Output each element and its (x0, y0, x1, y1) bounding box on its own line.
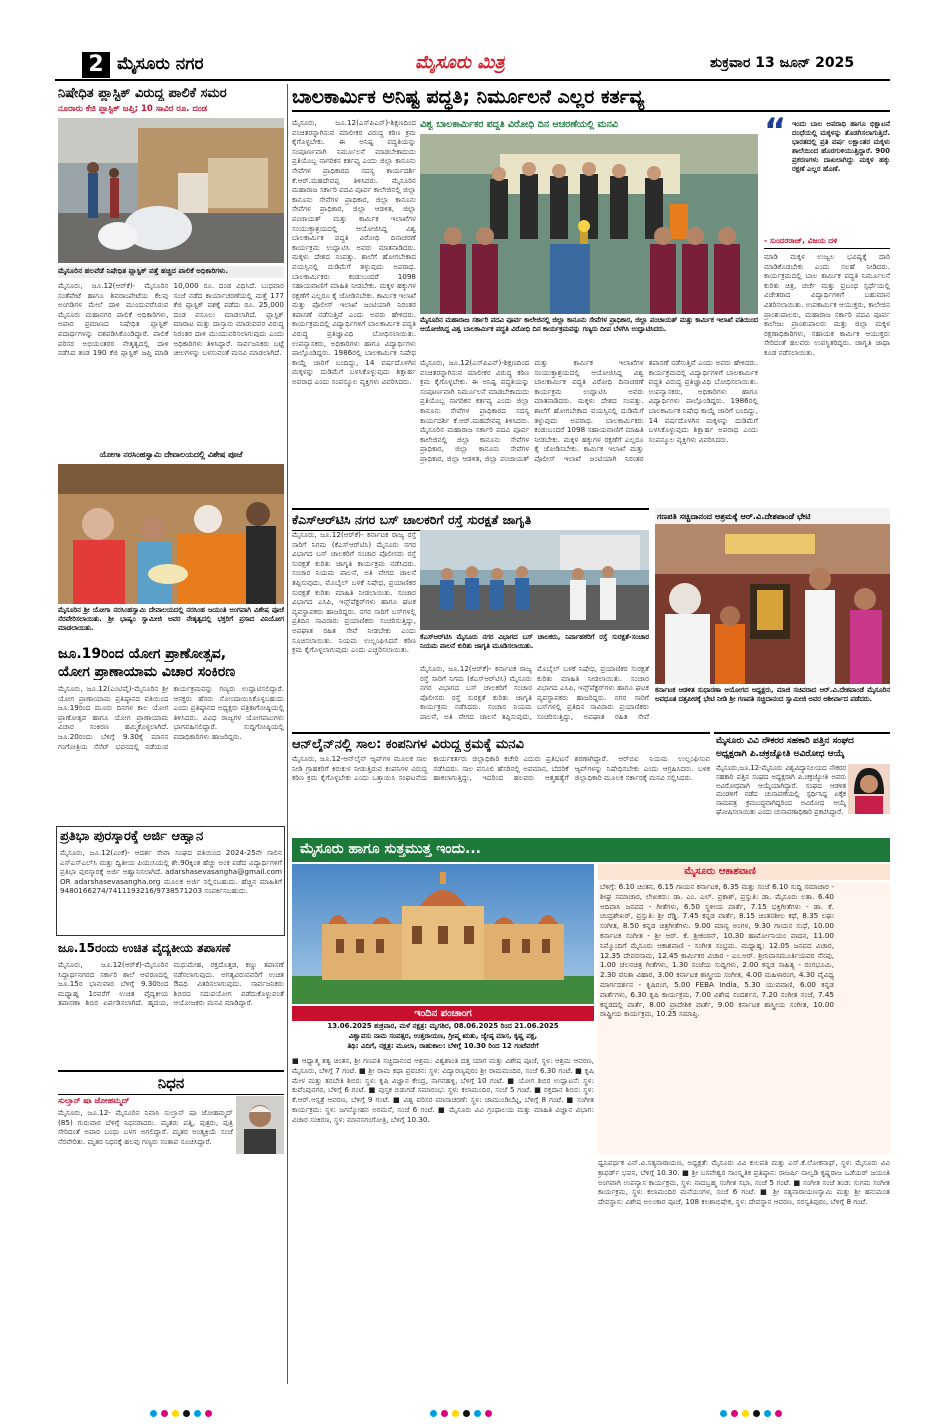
page-header (55, 52, 890, 78)
masthead-logo: ಮೈಸೂರು ಮಿತ್ರ (415, 52, 505, 73)
radio-schedule: ಬೆಳಿಗ್ಗೆ: 6.10 ಚಿಂತನ, 6.15 ಗಾಯನ ಕರ್ನಾಟಕ, 6.35 ಮತ್ತು ಸಂಜೆ 6.10 ಸುದ್ದಿ ಸಮಾಚಾರ - ಶೀಘ್ರ ಸಮಾಚಾರ, ಲೇಖಕರು: ಡಾ. ಎಂ. ಎಲ್. ಪ್ರಕಾಶ್, ಪ್ರಸ್ತುತಿ: ಡಾ. ಮೈಸೂರು ಲತಾ. 6.40 ಆದಿವಾಸಿ ಜನಪದ - ಗೀತೆಗಳು, 6.50 ಸ್ಥಳೀಯ ವಾರ್ತೆ, 7.15 ಭಕ್ತಿಗೀತೆಗಳು - ಡಾ. ಕೆ. ಚಂದ್ರಶೇಖರ್, ಪ್ರಸ್ತುತಿ: ಶ್ರೀ ರೆಡ್ಡಿ. 7.45 ಕನ್ನಡ ವಾರ್ತೆ, 8.15 ಚಿಂತನಶೀಲ ಕಥೆ, 8.35 ಲಘು ಸಂಗೀತ, 8.50 ಕನ್ನಡ ಚಿತ್ರಗೀತೆಗಳು. 9.00 ಮಾನ್ಯ ಅಂಗಳ, 9.30 ಗಾಯನ ಸುಧೆ, 10.00 ಕರ್ನಾಟಕ ಸಂಗೀತ - ಶ್ರೀ ಆರ್. ಕೆ. ಶ್ರೀಕಂಠನ್, 10.30 ಹಾರ್ಮೋನಿಯಂ ವಾದನ, 11.00 ನಿಮ್ಮೊಂದಿಗೆ ಮೈಸೂರು ಆಕಾಶವಾಣಿ - ಸಂಗೀತ ಸಂಭ್ರಮ. ಮಧ್ಯಾಹ್ನ: 12.05 ಜನಪದ ವಿಚಾರ, 12.35 ದೇವರನಾಮ, 12.45 ಕಾರ್ಮಿಕರ ವಿಚಾರ - ಎಂ.ಆರ್. ಶ್ರೀನಿವಾಸಮೂರ್ತಿಯವರ ನೆನಪು, 1.00 ಚಲನಚಿತ್ರ ಗೀತೆಗಳು, 1.30 ಸಂಜೆಯ ಸುದ್ದಿಗಳು, 2.00 ಕನ್ನಡ ಸಾಹಿತ್ಯ - ರಂಗಭೂಮಿ, 2.30 ವನಿತಾ ವಿಹಾರ, 3.00 ಕರ್ನಾಟಕ ಶಾಸ್ತ್ರೀಯ ಸಂಗೀತ, 4.00 ಮಹಿಳಾರಂಗ, 4.30 ವೈವಿಧ್ಯ ಮಾರ್ಗದರ್ಶನ - ಕೃಷಿರಂಗ, 5.00 FEBA India, 5.30 ಯುವವಾಣಿ, 6.00 ಕನ್ನಡ ವಾರ್ತೆಗಳು, 6.30 ಕೃಷಿ ಕಾರ್ಯಕ್ರಮ, 7.00 ವಿಶೇಷ ಸಂದರ್ಶನ, 7.20 ಸಂಗೀತ ಸಂಜೆ, 7.45 ಕನ್ನಡದಲ್ಲಿ ವಾರ್ತೆ, 8.00 ಪ್ರಾದೇಶಿಕ ವಾರ್ತೆ, 9.00 ಕರ್ನಾಟಕ ಶಾಸ್ತ್ರೀಯ ಸಂಗೀತ, 10.00 ರಾಷ್ಟ್ರೀಯ ಕಾರ್ಯಕ್ರಮ, 10.25 ಸಮಾಪ್ತಿ. (598, 882, 890, 1154)
events-left: ■ ಆಧ್ಯಾತ್ಮ ತತ್ವ ಚಿಂತನ, ಶ್ರೀ ಗಣಪತಿ ಸಚ್ಚಿದಾನಂದ ಆಶ್ರಮ: ವಿಶ್ವಶಾಂತಿ ದತ್ತ ಯಾಗ ಮತ್ತು ವಿಶೇಷ ಪೂಜೆ, ಸ್ಥಳ: ಆಶ್ರಮ ಆವರಣ, ಮೈಸೂರು, ಬೆಳಿಗ್ಗೆ 7 ಗಂಟೆ. ■ ಶ್ರೀ ರಾಮ ಕಥಾ ಪ್ರವಚನ: ಸ್ಥಳ: ವಿದ್ಯಾರಣ್ಯಪುರಂ ಶ್ರೀ ರಾಮಮಂದಿರ, ಸಂಜೆ 6.30 ಗಂಟೆ. ■ ಕೃಷಿ ಮೇಳ ಮತ್ತು ತರಬೇತಿ ಶಿಬಿರ: ಸ್ಥಳ: ಕೃಷಿ ವಿಜ್ಞಾನ ಕೇಂದ್ರ, ನಾಗನಹಳ್ಳಿ, ಬೆಳಿಗ್ಗೆ 10 ಗಂಟೆ. ■ ಯೋಗ ಶಿಬಿರ ಉದ್ಘಾಟನೆ: ಸ್ಥಳ: ಕುವೆಂಪುನಗರ, ಬೆಳಿಗ್ಗೆ 6 ಗಂಟೆ. ■ ಪುಸ್ತಕ ಬಿಡುಗಡೆ ಸಮಾರಂಭ: ಸ್ಥಳ: ಕಲಾಮಂದಿರ, ಸಂಜೆ 5 ಗಂಟೆ. ■ ರಕ್ತದಾನ ಶಿಬಿರ: ಸ್ಥಳ: ಕೆ.ಆರ್.ಆಸ್ಪತ್ರೆ ಆವರಣ, ಬೆಳಿಗ್ಗೆ 9 ಗಂಟೆ. ■ ವಿಶ್ವ ಪರಿಸರ ಮಾಸಾಚರಣೆ: ಸ್ಥಳ: ಚಾಮುಂಡಿಬೆಟ್ಟ, ಬೆಳಿಗ್ಗೆ 8 ಗಂಟೆ. ■ ಸಂಗೀತ ಕಾರ್ಯಕ್ರಮ: ಸ್ಥಳ: ಜಗನ್ಮೋಹನ ಅರಮನೆ, ಸಂಜೆ 6 ಗಂಟೆ. ■ ಮೈಸೂರು ವಿವಿ ಗ್ರಂಥಾಲಯ ಮತ್ತು ಮಾಹಿತಿ ವಿಜ್ಞಾನ ವಿಭಾಗ: ವಿಚಾರ ಸಂಕಿರಣ, ಸ್ಥಳ: ಮಾನಸಗಂಗೋತ್ರಿ, ಬೆಳಿಗ್ಗೆ 10.30. (292, 1056, 594, 1124)
univ-headline-1: ಮೈಸೂರು ವಿವಿ ನೌಕರರ ಸಹಕಾರಿ ಪತ್ತಿನ ಸಂಘದ (716, 736, 854, 746)
ganapathi-photo (655, 524, 890, 684)
page-label: ಪುಟ (59, 59, 73, 69)
lead-body: ಮೈಸೂರು, ಜೂ.12(ಎಸ್‌ಪಿಎನ್)-ಶಿಕ್ಷಣದಿಂದ ವಂಚಿತರನ್ನಾಗಿಸುವ ಮಾಲೀಕರ ವಿರುದ್ಧ ಕಠಿಣ ಕ್ರಮ ಕೈಗೊಳ್ಳಬೇಕು. ಈ ಅನಿಷ್ಟ ಪದ್ಧತಿಯನ್ನು ಸಂಪೂರ್ಣವಾಗಿ ನಿರ್ಮೂಲನೆ ಮಾಡಬೇಕಾದುದು ಪ್ರತಿಯೊಬ್ಬ ನಾಗರಿಕನ ಕರ್ತವ್ಯ ಎಂದು ಜಿಲ್ಲಾ ಕಾನೂನು ಸೇವೆಗಳ ಪ್ರಾಧಿಕಾರದ ಸದಸ್ಯ ಕಾರ್ಯದರ್ಶಿ ಕೆ.ಆರ್.ಮಹದೇವಪ್ಪ ತಿಳಿಸಿದರು. ಮೈಸೂರಿನ ಮಹಾರಾಜ ಸರ್ಕಾರಿ ಪದವಿ ಪೂರ್ವ ಕಾಲೇಜಿನಲ್ಲಿ ಜಿಲ್ಲಾ ಕಾನೂನು ಸೇವೆಗಳ ಪ್ರಾಧಿಕಾರ, ಜಿಲ್ಲಾ ಕಾನೂನು ಸೇವೆಗಳ ಪ್ರಾಧಿಕಾರ, ಜಿಲ್ಲಾ ಆಡಳಿತ, ಜಿಲ್ಲಾ ಪಂಚಾಯತ್ ಮತ್ತು ಕಾರ್ಮಿಕ ಇಲಾಖೆಗಳ ಸಂಯುಕ್ತಾಶ್ರಯದಲ್ಲಿ ಆಯೋಜಿಸಿದ್ದ ವಿಶ್ವ ಬಾಲಕಾರ್ಮಿಕ ಪದ್ಧತಿ ವಿರೋಧಿ ದಿನಾಚರಣೆ ಕಾರ್ಯಕ್ರಮ ಉದ್ಘಾಟಿಸಿ ಅವರು ಮಾತನಾಡಿದರು. ಮಕ್ಕಳು ದೇಶದ ಸಂಪತ್ತು. ಶಾಲೆಗೆ ಹೋಗಬೇಕಾದ ವಯಸ್ಸಿನಲ್ಲಿ ದುಡಿಮೆಗೆ ತಳ್ಳುವುದು ಅಪರಾಧ. ಬಾಲಕಾರ್ಮಿಕರು ಕಂಡುಬಂದರೆ 1098 ಸಹಾಯವಾಣಿಗೆ ಮಾಹಿತಿ ನೀಡಬೇಕು. ಮಕ್ಕಳ ಹಕ್ಕುಗಳ ರಕ್ಷಣೆಗೆ ಎಲ್ಲರೂ ಕೈ ಜೋಡಿಸಬೇಕು. ಕಾರ್ಮಿಕ ಇಲಾಖೆ ಮತ್ತು ಪೊಲೀಸ್ ಇಲಾಖೆ ಜಂಟಿಯಾಗಿ ನಿರಂತರ ತಪಾಸಣೆ ನಡೆಸುತ್ತಿವೆ ಎಂದು ಅವರು ಹೇಳಿದರು. ಕಾರ್ಯಕ್ರಮದಲ್ಲಿ ವಿದ್ಯಾರ್ಥಿಗಳಿಗೆ ಬಾಲಕಾರ್ಮಿಕ ಪದ್ಧತಿ ವಿರುದ್ಧ ಪ್ರತಿಜ್ಞಾವಿಧಿ ಬೋಧಿಸಲಾಯಿತು. ಉಪನ್ಯಾಸಕರು, ಅಧಿಕಾರಿಗಳು ಹಾಗೂ ವಿದ್ಯಾರ್ಥಿಗಳು ಪಾಲ್ಗೊಂಡಿದ್ದರು. 1986ರಲ್ಲಿ ಬಾಲಕಾರ್ಮಿಕ ನಿಷೇಧ ಕಾಯ್ದೆ ಜಾರಿಗೆ ಬಂದಿದ್ದು, 14 ವರ್ಷದೊಳಗಿನ ಮಕ್ಕಳನ್ನು ದುಡಿಮೆಗೆ ಬಳಸಿಕೊಳ್ಳುವುದು ಶಿಕ್ಷಾರ್ಹ ಅಪರಾಧ ಎಂದು ಸಂಪನ್ಮೂಲ ವ್ಯಕ್ತಿಗಳು ವಿವರಿಸಿದರು. (292, 118, 416, 387)
plastic-subhead: ನೂರಾರು ಕೆಜಿ ಪ್ಲಾಸ್ಟಿಕ್ ಜಪ್ತಿ; 10 ಸಾವಿರ ರೂ. ದಂಡ (58, 104, 208, 114)
registration-dots-center (430, 1410, 492, 1420)
lead-right-body: ಮಾಡಿ ಮಕ್ಕಳ ಉಜ್ವಲ ಭವಿಷ್ಯಕ್ಕೆ ದಾರಿ ಮಾಡಿಕೊಡಬೇಕು ಎಂದು ಸಲಹೆ ನೀಡಿದರು. ಕಾರ್ಯಕ್ರಮದಲ್ಲಿ ಬಾಲ ಕಾರ್ಮಿಕ ಪದ್ಧತಿ ನಿರ್ಮೂಲನೆ ಕುರಿತು ಚಿತ್ರ, ಚರ್ಚೆ ಮತ್ತು ಪ್ರಬಂಧ ಸ್ಪರ್ಧೆಯಲ್ಲಿ ವಿಜೇತರಾದ ವಿದ್ಯಾರ್ಥಿಗಳಿಗೆ ಬಹುಮಾನ ವಿತರಿಸಲಾಯಿತು. ಉಪಕಾರ್ಮಿಕ ಆಯುಕ್ತರು, ಕಾಲೇಜಿನ ಪ್ರಾಂಶುಪಾಲರು, ಮಹಾರಾಜ ಸರ್ಕಾರಿ ಪದವಿ ಪೂರ್ವ ಕಾಲೇಜು ಪ್ರಾಂಶುಪಾಲರು ಮತ್ತು ಜಿಲ್ಲಾ ಮಕ್ಕಳ ರಕ್ಷಣಾಧಿಕಾರಿಗಳು, ಸಹಾಯಕ ಕಾರ್ಮಿಕ ಆಯುಕ್ತರು ಸೇರಿದಂತೆ ಹಲವರು ಉಪಸ್ಥಿತರಿದ್ದರು. ಜಾಗೃತಿ ಜಾಥಾ ಕೂಡ ನಡೆಸಲಾಯಿತು. (764, 252, 890, 357)
events-right: ಧ್ವನಿವರ್ಧಕ ಎನ್.ವಿ.ಸತ್ಯನಾರಾಯಣ, ಅಧ್ಯಕ್ಷತೆ: ಮೈಸೂರು ವಿವಿ ಕುಲಪತಿ ಮತ್ತು ಎಸ್.ಕೆ.ಲೋಕನಾಥ್, ಸ್ಥಳ: ಮೈಸೂರು ವಿವಿ ಕ್ರಾಫರ್ಡ್ ಭವನ, ಬೆಳಿಗ್ಗೆ 10.30. ■ ಶ್ರೀ ಬಸವೇಶ್ವರ ಸಾಂಸ್ಕೃತಿಕ ಪ್ರತಿಷ್ಠಾನ: ರಾಜರ್ಷಿ ನಾಲ್ವಡಿ ಕೃಷ್ಣರಾಜ ಒಡೆಯರ್ ಜಯಂತಿ ಅಂಗವಾಗಿ ಉಪನ್ಯಾಸ ಕಾರ್ಯಕ್ರಮ, ಸ್ಥಳ: ನಾದಬ್ರಹ್ಮ ಸಂಗೀತ ಸಭಾ, ಸಂಜೆ 5 ಗಂಟೆ. ■ ಸಂಗೀತ ಸಂಜೆ ತಂಡ: ಸುಗಮ ಸಂಗೀತ ಕಾರ್ಯಕ್ರಮ, ಸ್ಥಳ: ಕಲಾಮಂದಿರ ಮನೆಯಂಗಳ, ಸಂಜೆ 6 ಗಂಟೆ. ■ ಶ್ರೀ ಸತ್ಯನಾರಾಯಣಸ್ವಾಮಿ ಮತ್ತು ಶ್ರೀ ಹನುಮಂತ ದೇವಸ್ಥಾನ: ವಿಶೇಷ ಅಲಂಕಾರ ಪೂಜೆ, 108 ಕಲಶಾಭಿಷೇಕ, ಸ್ಥಳ: ದೇವಸ್ಥಾನ ಆವರಣ, ಸರಸ್ವತಿಪುರಂ, ಬೆಳಿಗ್ಗೆ 8 ಗಂಟೆ. (598, 1158, 890, 1207)
award-headline: ಪ್ರತಿಭಾ ಪುರಸ್ಕಾರಕ್ಕೆ ಅರ್ಜಿ ಆಹ್ವಾನ (60, 829, 204, 844)
radio-title: ಮೈಸೂರು ಆಕಾಶವಾಣಿ (684, 866, 756, 877)
ganapathi-headline: ಗಣಪತಿ ಸಚ್ಚಿದಾನಂದ ಆಶ್ರಮಕ್ಕೆ ಆರ್.ವಿ.ದೇಶಪಾಂಡೆ ಭೇಟಿ (655, 508, 890, 525)
panchanga-line-3: ತಿಥಿ: ವಿದಿಗೆ, ನಕ್ಷತ್ರ: ಮೂಲಾ, ರಾಹುಕಾಲ: ಬೆಳಿಗ್ಗೆ 10.30 ರಿಂದ 12 ಗಂಟೆವರೆಗೆ (347, 1042, 539, 1050)
yoga-headline-2: ಯೋಗ ಪ್ರಾಣಾಯಾಮ ವಿಚಾರ ಸಂಕಿರಣ (58, 664, 236, 680)
yoga-headline-1: ಜೂ.19ರಿಂದ ಯೋಗ ಪ್ರಾಣೋತ್ಸವ, (58, 646, 227, 662)
univ-body: ಮೈಸೂರು,ಜೂ.12-ಮೈಸೂರು ವಿಶ್ವವಿದ್ಯಾನಿಲಯದ ನೌಕರರ ಸಹಕಾರಿ ಪತ್ತಿನ ಸಂಘದ ಅಧ್ಯಕ್ಷರಾಗಿ ಪಿ.ಚಕ್ರಜ್ಯೋತಿ ಅವರು ಅವಿರೋಧವಾಗಿ ಆಯ್ಕೆಯಾಗಿದ್ದಾರೆ. ಸಂಘದ ಆಡಳಿತ ಮಂಡಳಿಗೆ ನಡೆದ ಚುನಾವಣೆಯಲ್ಲಿ ಸ್ಪರ್ಧಿಸಿದ್ದ ಏಕೈಕ ನಾಮಪತ್ರ ಕ್ರಮಬದ್ಧವಾಗಿದ್ದರಿಂದ ಅವಿರೋಧ ಆಯ್ಕೆ ಘೋಷಿಸಲಾಯಿತು ಎಂದು ಚುನಾವಣಾಧಿಕಾರಿ ಪ್ರಕಟಿಸಿದ್ದಾರೆ. (716, 764, 846, 816)
loan-body: ಮೈಸೂರು, ಜೂ.12-ಆನ್‌ಲೈನ್ ಆ್ಯಪ್‌ಗಳ ಮೂಲಕ ಸಾಲ ನೀಡಿ ಗ್ರಾಹಕರಿಗೆ ಕಿರುಕುಳ ನೀಡುತ್ತಿರುವ ಕಂಪನಿಗಳ ವಿರುದ್ಧ ಕಠಿಣ ಕ್ರಮ ಕೈಗೊಳ್ಳಬೇಕು ಎಂದು ಒತ್ತಾಯಿಸಿ ಸಂಘಟನೆಯ ಕಾರ್ಯಕರ್ತರು ಜಿಲ್ಲಾಧಿಕಾರಿ ಕಚೇರಿ ಎದುರು ಪ್ರತಿಭಟನೆ ನಡೆಸಿದರು. ಸಾಲ ವಸೂಲಿ ಹೆಸರಿನಲ್ಲಿ ಅವಮಾನ, ಬೆದರಿಕೆ ಹಾಕಲಾಗುತ್ತಿದ್ದು, ಇದರಿಂದ ಹಲವರು ಆತ್ಮಹತ್ಯೆಗೆ ಶರಣಾಗಿದ್ದಾರೆ. ಆರ್‌ಬಿಐ ನಿಯಮ ಉಲ್ಲಂಘಿಸುವ ಆ್ಯಪ್‌ಗಳನ್ನು ನಿಷೇಧಿಸಬೇಕು ಎಂದು ಆಗ್ರಹಿಸಿದರು. ಬಳಿಕ ಜಿಲ್ಲಾಧಿಕಾರಿ ಮೂಲಕ ಸರ್ಕಾರಕ್ಕೆ ಮನವಿ ಸಲ್ಲಿಸಿದರು. (292, 754, 710, 783)
lead-body-cont (420, 358, 758, 504)
loan-headline: ಆನ್‌ಲೈನ್‌ನಲ್ಲಿ ಸಾಲ: ಕಂಪನಿಗಳ ವಿರುದ್ಧ ಕ್ರಮಕ್ಕೆ ಮನವಿ (292, 732, 710, 752)
plastic-headline: ನಿಷೇಧಿತ ಪ್ಲಾಸ್ಟಿಕ್ ವಿರುದ್ಧ ಪಾಲಿಕೆ ಸಮರ (58, 86, 227, 101)
lead-photo-caption: ಮೈಸೂರಿನ ಮಹಾರಾಜ ಸರ್ಕಾರಿ ಪದವಿ ಪೂರ್ವ ಕಾಲೇಜಿನಲ್ಲಿ ಜಿಲ್ಲಾ ಕಾನೂನು ಸೇವೆಗಳ ಪ್ರಾಧಿಕಾರ, ಜಿಲ್ಲಾ ಪಂಚಾಯತ್ ಮತ್ತು ಕಾರ್ಮಿಕ ಇಲಾಖೆ ವತಿಯಿಂದ ಆಯೋಜಿಸಿದ್ದ ವಿಶ್ವ ಬಾಲಕಾರ್ಮಿಕ ಪದ್ಧತಿ ವಿರೋಧಿ ದಿನ ಕಾರ್ಯಕ್ರಮವನ್ನು ಗಣ್ಯರು ದೀಪ ಬೆಳಗಿಸಿ ಉದ್ಘಾಟಿಸಿದರು. (420, 316, 758, 333)
registration-dots-left (150, 1410, 212, 1420)
today-band-title: ಮೈಸೂರು ಹಾಗೂ ಸುತ್ತಮುತ್ತ ಇಂದು... (300, 841, 481, 857)
page-number: 2 (82, 52, 110, 78)
header-rule (55, 79, 890, 81)
yoga-photo-title: ಯೋಗಾ ನರಸಿಂಹಸ್ವಾಮಿ ದೇವಾಲಯದಲ್ಲಿ ವಿಶೇಷ ಪೂಜೆ (99, 450, 243, 459)
plastic-body: ಮೈಸೂರು, ಜೂ.12(ಆರ್‌ಕೆ)- ಮೈಸೂರಿನ ಸಂತೆಪೇಟೆ ಹಾಗೂ ಶಿವರಾಂಪೇಟೆಯ ಕೆಲವು ಅಂಗಡಿಗಳ ಮೇಲೆ ದಾಳಿ ಮುಂದುವರೆಸಿರುವ ಮೈಸೂರು ಮಹಾನಗರ ಪಾಲಿಕೆ ಅಧಿಕಾರಿಗಳು, ಅಪಾರ ಪ್ರಮಾಣದ ನಿಷೇಧಿತ ಪ್ಲಾಸ್ಟಿಕ್ ಪದಾರ್ಥಗಳನ್ನು ವಶಪಡಿಸಿಕೊಂಡಿದ್ದಾರೆ. ಪಾಲಿಕೆ ಪರಿಸರ ಅಭಿಯಂತರರ ನೇತೃತ್ವದಲ್ಲಿ ದಾಳಿ ನಡೆಸಿದ ತಂಡ 190 ಕೆಜಿ ಪ್ಲಾಸ್ಟಿಕ್ ಜಪ್ತಿ ಮಾಡಿ 10,000 ರೂ. ದಂಡ ವಿಧಿಸಿದೆ. ಬುಧವಾರ ಸಂಜೆ ನಡೆದ ಕಾರ್ಯಾಚರಣೆಯಲ್ಲಿ ಮತ್ತೆ 177 ಕೆಜಿ ಪ್ಲಾಸ್ಟಿಕ್ ವಶಕ್ಕೆ ಪಡೆದು ರೂ. 25,000 ದಂಡ ವಸೂಲು ಮಾಡಲಾಗಿದೆ. ಪ್ಲಾಸ್ಟಿಕ್ ಮಾರಾಟ ಮತ್ತು ದಾಸ್ತಾನು ಮಾಡುವವರ ವಿರುದ್ಧ ನಿರಂತರ ದಾಳಿ ಮುಂದುವರಿಸಲಾಗುವುದು ಎಂದು ಅಧಿಕಾರಿಗಳು ತಿಳಿಸಿದ್ದಾರೆ. ಸಾರ್ವಜನಿಕರು ಬಟ್ಟೆ ಚೀಲಗಳನ್ನು ಬಳಸುವಂತೆ ಮನವಿ ಮಾಡಲಾಗಿದೆ. (58, 281, 284, 358)
camp-headline: ಜೂ.15ರಂದು ಉಚಿತ ವೈದ್ಯಕೀಯ ತಪಾಸಣೆ (58, 941, 231, 955)
lead-headline: ಬಾಲಕಾರ್ಮಿಕ ಅನಿಷ್ಟ ಪದ್ಧತಿ; ನಿರ್ಮೂಲನೆ ಎಲ್ಲರ ಕರ್ತವ್ಯ (292, 86, 890, 112)
univ-headline-2: ಅಧ್ಯಕ್ಷರಾಗಿ ಪಿ.ಚಕ್ರಜ್ಯೋತಿ ಅವಿರೋಧ ಆಯ್ಕೆ (716, 749, 845, 759)
lead-body-cont-text: ಮೈಸೂರು, ಜೂ.12(ಎಸ್‌ಪಿಎನ್)-ಶಿಕ್ಷಣದಿಂದ ವಂಚಿತರನ್ನಾಗಿಸುವ ಮಾಲೀಕರ ವಿರುದ್ಧ ಕಠಿಣ ಕ್ರಮ ಕೈಗೊಳ್ಳಬೇಕು. ಈ ಅನಿಷ್ಟ ಪದ್ಧತಿಯನ್ನು ಸಂಪೂರ್ಣವಾಗಿ ನಿರ್ಮೂಲನೆ ಮಾಡಬೇಕಾದುದು ಪ್ರತಿಯೊಬ್ಬ ನಾಗರಿಕನ ಕರ್ತವ್ಯ ಎಂದು ಜಿಲ್ಲಾ ಕಾನೂನು ಸೇವೆಗಳ ಪ್ರಾಧಿಕಾರದ ಸದಸ್ಯ ಕಾರ್ಯದರ್ಶಿ ಕೆ.ಆರ್.ಮಹದೇವಪ್ಪ ತಿಳಿಸಿದರು. ಮೈಸೂರಿನ ಮಹಾರಾಜ ಸರ್ಕಾರಿ ಪದವಿ ಪೂರ್ವ ಕಾಲೇಜಿನಲ್ಲಿ ಜಿಲ್ಲಾ ಕಾನೂನು ಸೇವೆಗಳ ಪ್ರಾಧಿಕಾರ, ಜಿಲ್ಲಾ ಕಾನೂನು ಸೇವೆಗಳ ಪ್ರಾಧಿಕಾರ, ಜಿಲ್ಲಾ ಆಡಳಿತ, ಜಿಲ್ಲಾ ಪಂಚಾಯತ್ ಮತ್ತು ಕಾರ್ಮಿಕ ಇಲಾಖೆಗಳ ಸಂಯುಕ್ತಾಶ್ರಯದಲ್ಲಿ ಆಯೋಜಿಸಿದ್ದ ವಿಶ್ವ ಬಾಲಕಾರ್ಮಿಕ ಪದ್ಧತಿ ವಿರೋಧಿ ದಿನಾಚರಣೆ ಕಾರ್ಯಕ್ರಮ ಉದ್ಘಾಟಿಸಿ ಅವರು ಮಾತನಾಡಿದರು. ಮಕ್ಕಳು ದೇಶದ ಸಂಪತ್ತು. ಶಾಲೆಗೆ ಹೋಗಬೇಕಾದ ವಯಸ್ಸಿನಲ್ಲಿ ದುಡಿಮೆಗೆ ತಳ್ಳುವುದು ಅಪರಾಧ. ಬಾಲಕಾರ್ಮಿಕರು ಕಂಡುಬಂದರೆ 1098 ಸಹಾಯವಾಣಿಗೆ ಮಾಹಿತಿ ನೀಡಬೇಕು. ಮಕ್ಕಳ ಹಕ್ಕುಗಳ ರಕ್ಷಣೆಗೆ ಎಲ್ಲರೂ ಕೈ ಜೋಡಿಸಬೇಕು. ಕಾರ್ಮಿಕ ಇಲಾಖೆ ಮತ್ತು ಪೊಲೀಸ್ ಇಲಾಖೆ ಜಂಟಿಯಾಗಿ ನಿರಂತರ ತಪಾಸಣೆ ನಡೆಸುತ್ತಿವೆ ಎಂದು ಅವರು ಹೇಳಿದರು. ಕಾರ್ಯಕ್ರಮದಲ್ಲಿ ವಿದ್ಯಾರ್ಥಿಗಳಿಗೆ ಬಾಲಕಾರ್ಮಿಕ ಪದ್ಧತಿ ವಿರುದ್ಧ ಪ್ರತಿಜ್ಞಾವಿಧಿ ಬೋಧಿಸಲಾಯಿತು. ಉಪನ್ಯಾಸಕರು, ಅಧಿಕಾರಿಗಳು ಹಾಗೂ ವಿದ್ಯಾರ್ಥಿಗಳು ಪಾಲ್ಗೊಂಡಿದ್ದರು. 1986ರಲ್ಲಿ ಬಾಲಕಾರ್ಮಿಕ ನಿಷೇಧ ಕಾಯ್ದೆ ಜಾರಿಗೆ ಬಂದಿದ್ದು, 14 ವರ್ಷದೊಳಗಿನ ಮಕ್ಕಳನ್ನು ದುಡಿಮೆಗೆ ಬಳಸಿಕೊಳ್ಳುವುದು ಶಿಕ್ಷಾರ್ಹ ಅಪರಾಧ ಎಂದು ಸಂಪನ್ಮೂಲ ವ್ಯಕ್ತಿಗಳು ವಿವರಿಸಿದರು. (420, 358, 758, 463)
award-body: ಮೈಸೂರು, ಜೂ.12(ಎಂಕೆ)- ಆದರ್ಶ ಸೇವಾ ಸಂಘದ ವತಿಯಿಂದ 2024-25ನೇ ಸಾಲಿನ ಎಸ್‌ಎಸ್‌ಎಲ್‌ಸಿ ಮತ್ತು ದ್ವಿತೀಯ ಪಿಯುಸಿಯಲ್ಲಿ ಶೇ.90ಕ್ಕಿಂತ ಹೆಚ್ಚು ಅಂಕ ಪಡೆದ ವಿದ್ಯಾರ್ಥಿಗಳಿಗೆ ಪ್ರತಿಭಾ ಪುರಸ್ಕಾರಕ್ಕೆ ಅರ್ಜಿ ಆಹ್ವಾನಿಸಲಾಗಿದೆ. adarshasevasangha@gmail.com OR adarshasevasangha.org ಮೂಲಕ ಅರ್ಜಿ ಸಲ್ಲಿಸಬಹುದು. ಹೆಚ್ಚಿನ ಮಾಹಿತಿಗೆ 9480166274/7411193216/9738571203 ಸಂಪರ್ಕಿಸಬಹುದು. (60, 848, 282, 896)
obituary-heading: ನಿಧನ (58, 1070, 284, 1095)
ksrtc-caption: ಕೆಎಸ್‌ಆರ್‌ಟಿಸಿ ಮೈಸೂರು ನಗರ ವಿಭಾಗದ ಬಸ್ ಚಾಲಕರು, ನಿರ್ವಾಹಕರಿಗೆ ರಸ್ತೆ ಸುರಕ್ಷತೆ-ಸಂಚಾರ ನಿಯಮ ಪಾಲನೆ ಕುರಿತು ಜಾಗೃತಿ ಮೂಡಿಸಲಾಯಿತು. (420, 633, 649, 650)
yoga-body: ಮೈಸೂರು, ಜೂ.12(ಎಂಟಿವೈ)-ಮೈಸೂರಿನ ಶ್ರೀ ಯೋಗ ಪ್ರಾಣಾಯಾಮ ಪ್ರತಿಷ್ಠಾನದ ವತಿಯಿಂದ ಜೂ.19ರಿಂದ ಮೂರು ದಿನಗಳ ಕಾಲ ಯೋಗ ಪ್ರಾಣೋತ್ಸವ ಹಾಗೂ ಯೋಗ ಪ್ರಾಣಾಯಾಮ ವಿಚಾರ ಸಂಕಿರಣ ಹಮ್ಮಿಕೊಳ್ಳಲಾಗಿದೆ. ಜೂ.20ರಂದು ಬೆಳಿಗ್ಗೆ 9.30ಕ್ಕೆ ಮಾನಸ ಗಂಗೋತ್ರಿಯ ಸೆನೆಟ್ ಭವನದಲ್ಲಿ ನಡೆಯುವ ಕಾರ್ಯಕ್ರಮವನ್ನು ಗಣ್ಯರು ಉದ್ಘಾಟಿಸಲಿದ್ದಾರೆ. ಆಸಕ್ತರು ಹೆಸರು ನೋಂದಾಯಿಸಿಕೊಳ್ಳಬಹುದು ಎಂದು ಪ್ರತಿಷ್ಠಾನದ ಅಧ್ಯಕ್ಷರು ಪತ್ರಿಕಾಗೋಷ್ಠಿಯಲ್ಲಿ ತಿಳಿಸಿದರು. ವಿವಿಧ ರಾಜ್ಯಗಳ ಯೋಗಪಟುಗಳು ಭಾಗವಹಿಸಲಿದ್ದಾರೆ. ಸುದ್ದಿಗೋಷ್ಠಿಯಲ್ಲಿ ಪದಾಧಿಕಾರಿಗಳು ಹಾಜರಿದ್ದರು. (58, 684, 284, 751)
lead-subhead: ವಿಶ್ವ ಬಾಲಕಾರ್ಮಿಕರ ಪದ್ಧತಿ ವಿರೋಧಿ ದಿನ ಆಚರಣೆಯಲ್ಲಿ ಮನವಿ (420, 119, 618, 130)
mysore-palace-photo (292, 864, 594, 1004)
page-date: ಶುಕ್ರವಾರ 13 ಜೂನ್ 2025 (710, 55, 855, 71)
ksrtc-headline: ಕೆಎಸ್‌ಆರ್‌ಟಿಸಿ ನಗರ ಬಸ್ ಚಾಲಕರಿಗೆ ರಸ್ತೆ ಸುರಕ್ಷತೆ ಜಾಗೃತಿ (292, 508, 649, 531)
ksrtc-body-cont (420, 664, 649, 728)
obituary-body: ಮೈಸೂರು, ಜೂ.12- ಮೈಸೂರಿನ ನಿವಾಸಿ ಸುಲ್ತಾನ್ ಷಾ ಜೋಹಮ್ಮದ್ (85) ಗುರುವಾರ ಬೆಳಿಗ್ಗೆ ನಿಧನರಾದರು. ಮೃತರು ಪತ್ನಿ, ಪುತ್ರರು, ಪುತ್ರಿ ಸೇರಿದಂತೆ ಅಪಾರ ಬಂಧು ಬಳಗ ಅಗಲಿದ್ದಾರೆ. ಮೃತರ ಅಂತ್ಯಕ್ರಿಯೆ ಸಂಜೆ ನೆರವೇರಿತು. ಮೃತರ ನಿಧನಕ್ಕೆ ಹಲವು ಗಣ್ಯರು ಸಂತಾಪ ಸೂಚಿಸಿದ್ದಾರೆ. (58, 1108, 233, 1146)
plastic-photo (58, 118, 284, 263)
obituary-photo (236, 1096, 284, 1154)
camp-body: ಮೈಸೂರು, ಜೂ.12(ಆರ್‌ಕೆ)-ಮೈಸೂರಿನ ಸಿದ್ದಾರ್ಥನಗರದ ಸರ್ಕಾರಿ ಶಾಲೆ ಆವರಣದಲ್ಲಿ ಜೂ.15ರ ಭಾನುವಾರ ಬೆಳಿಗ್ಗೆ 9.30ರಿಂದ ಮಧ್ಯಾಹ್ನ 1ರವರೆಗೆ ಉಚಿತ ವೈದ್ಯಕೀಯ ತಪಾಸಣಾ ಶಿಬಿರ ಏರ್ಪಡಿಸಲಾಗಿದೆ. ಹೃದಯ, ಮಧುಮೇಹ, ರಕ್ತದೊತ್ತಡ, ಕಣ್ಣು ತಪಾಸಣೆ ನಡೆಸಲಾಗುವುದು. ಅಗತ್ಯವಿರುವವರಿಗೆ ಉಚಿತ ಔಷಧಿ ವಿತರಿಸಲಾಗುವುದು. ಸಾರ್ವಜನಿಕರು ಶಿಬಿರದ ಸದುಪಯೋಗ ಪಡೆದುಕೊಳ್ಳುವಂತೆ ಆಯೋಜಕರು ಮನವಿ ಮಾಡಿದ್ದಾರೆ. (58, 960, 284, 1008)
quote-mark-icon: “ (764, 111, 787, 151)
lead-event-photo (420, 134, 758, 314)
univ-photo (848, 764, 890, 814)
section-title: ಮೈಸೂರು ನಗರ (117, 54, 204, 74)
ganapathi-caption: ಕರ್ನಾಟಕ ಆಡಳಿತ ಸುಧಾರಣಾ ಆಯೋಗದ ಅಧ್ಯಕ್ಷರು, ಮಾಜಿ ಸಚಿವರಾದ ಆರ್.ವಿ.ದೇಶಪಾಂಡೆ ಮೈಸೂರಿನ ಅವಧೂತ ದತ್ತಪೀಠಕ್ಕೆ ಭೇಟಿ ನೀಡಿ ಶ್ರೀ ಗಣಪತಿ ಸಚ್ಚಿದಾನಂದ ಸ್ವಾಮೀಜಿ ಅವರ ಆಶೀರ್ವಾದ ಪಡೆದರು. (655, 686, 890, 703)
plastic-photo-caption: ಮೈಸೂರಿನ ಹಲವೆಡೆ ನಿಷೇಧಿತ ಪ್ಲಾಸ್ಟಿಕ್ ಪತ್ತೆ ಹಚ್ಚಿದ ಪಾಲಿಕೆ ಅಧಿಕಾರಿಗಳು. (58, 266, 284, 278)
ksrtc-body: ಮೈಸೂರು, ಜೂ.12(ಆರ್‌ಕೆ)- ಕರ್ನಾಟಕ ರಾಜ್ಯ ರಸ್ತೆ ಸಾರಿಗೆ ನಿಗಮ (ಕೆಎಸ್‌ಆರ್‌ಟಿಸಿ) ಮೈಸೂರು ನಗರ ವಿಭಾಗದ ಬಸ್ ಚಾಲಕರಿಗೆ ಸಂಚಾರ ಪೊಲೀಸರು ರಸ್ತೆ ಸುರಕ್ಷತೆ ಕುರಿತು ಜಾಗೃತಿ ಕಾರ್ಯಕ್ರಮ ನಡೆಸಿದರು. ಸಂಚಾರ ನಿಯಮ ಪಾಲನೆ, ಅತಿ ವೇಗದ ಚಾಲನೆ ತಪ್ಪಿಸುವುದು, ಮೊಬೈಲ್ ಬಳಕೆ ನಿಷೇಧ, ಪ್ರಯಾಣಿಕರ ಸುರಕ್ಷತೆ ಕುರಿತು ಮಾಹಿತಿ ನೀಡಲಾಯಿತು. ಸಂಚಾರ ವಿಭಾಗದ ಎಸಿಪಿ, ಇನ್ಸ್‌ಪೆಕ್ಟರ್‌ಗಳು ಹಾಗೂ ಘಟಕ ವ್ಯವಸ್ಥಾಪಕರು ಹಾಜರಿದ್ದರು. ನಗರ ಸಾರಿಗೆ ಬಸ್‌ಗಳಲ್ಲಿ ಪ್ರತಿದಿನ ಸಾವಿರಾರು ಪ್ರಯಾಣಿಕರು ಸಂಚರಿಸುತ್ತಿದ್ದು, ಅಪಘಾತ ರಹಿತ ಸೇವೆ ನೀಡಬೇಕು ಎಂದು ಸೂಚಿಸಲಾಯಿತು. ನಿಯಮ ಉಲ್ಲಂಘಿಸಿದರೆ ಕಠಿಣ ಕ್ರಮ ಕೈಗೊಳ್ಳಲಾಗುವುದು ಎಂದು ಎಚ್ಚರಿಸಲಾಯಿತು. (292, 530, 416, 655)
ksrtc-body-cont-text: ಮೈಸೂರು, ಜೂ.12(ಆರ್‌ಕೆ)- ಕರ್ನಾಟಕ ರಾಜ್ಯ ರಸ್ತೆ ಸಾರಿಗೆ ನಿಗಮ (ಕೆಎಸ್‌ಆರ್‌ಟಿಸಿ) ಮೈಸೂರು ನಗರ ವಿಭಾಗದ ಬಸ್ ಚಾಲಕರಿಗೆ ಸಂಚಾರ ಪೊಲೀಸರು ರಸ್ತೆ ಸುರಕ್ಷತೆ ಕುರಿತು ಜಾಗೃತಿ ಕಾರ್ಯಕ್ರಮ ನಡೆಸಿದರು. ಸಂಚಾರ ನಿಯಮ ಪಾಲನೆ, ಅತಿ ವೇಗದ ಚಾಲನೆ ತಪ್ಪಿಸುವುದು, ಮೊಬೈಲ್ ಬಳಕೆ ನಿಷೇಧ, ಪ್ರಯಾಣಿಕರ ಸುರಕ್ಷತೆ ಕುರಿತು ಮಾಹಿತಿ ನೀಡಲಾಯಿತು. ಸಂಚಾರ ವಿಭಾಗದ ಎಸಿಪಿ, ಇನ್ಸ್‌ಪೆಕ್ಟರ್‌ಗಳು ಹಾಗೂ ಘಟಕ ವ್ಯವಸ್ಥಾಪಕರು ಹಾಜರಿದ್ದರು. ನಗರ ಸಾರಿಗೆ ಬಸ್‌ಗಳಲ್ಲಿ ಪ್ರತಿದಿನ ಸಾವಿರಾರು ಪ್ರಯಾಣಿಕರು ಸಂಚರಿಸುತ್ತಿದ್ದು, ಅಪಘಾತ ರಹಿತ ಸೇವೆ (420, 664, 649, 721)
panchanga-line-2: ವಿಶ್ವಾವಸು ನಾಮ ಸಂವತ್ಸರ, ಉತ್ತರಾಯಣ, ಗ್ರೀಷ್ಮ ಋತು, ಜ್ಯೇಷ್ಠ ಮಾಸ, ಕೃಷ್ಣ ಪಕ್ಷ, (348, 1032, 538, 1040)
ksrtc-photo (420, 530, 649, 630)
registration-dots-right (720, 1410, 782, 1420)
col-divider (287, 84, 288, 1384)
panchanga-title: ಇಂದಿನ ಪಂಚಾಂಗ (292, 1006, 594, 1021)
lead-quote-by: - ಸುಂದರರಾಜ್, ವಿಜಯ ದಳಿ (764, 236, 838, 245)
obituary-name: ಸುಲ್ತಾನ್ ಷಾ ಜೋಹಮ್ಮದ್ (58, 1096, 130, 1105)
yoga-temple-photo (58, 464, 284, 604)
lead-quote: ಇಂದು ಬಾಲ ಅಪರಾಧಿ ಹಾಗೂ ಭಿಕ್ಷಾಟನೆ ದಂಧೆಯಲ್ಲಿ ಮಕ್ಕಳನ್ನು ತೊಡಗಿಸಲಾಗುತ್ತಿದೆ. ಭಾರತದಲ್ಲಿ ಪ್ರತಿ ವರ್ಷ ಲಕ್ಷಾಂತರ ಮಕ್ಕಳು ಶಾಲೆಯಿಂದ ಹೊರಗುಳಿಯುತ್ತಿದ್ದಾರೆ. 900 ಪ್ರಕರಣಗಳು ದಾಖಲಾಗಿದ್ದು ಮಕ್ಕಳ ಹಕ್ಕು ರಕ್ಷಣೆ ಎಲ್ಲರ ಹೊಣೆ. (792, 120, 890, 173)
quote-divider (764, 248, 890, 249)
yoga-temple-caption: ಮೈಸೂರಿನ ಶ್ರೀ ಯೋಗಾ ನರಸಿಂಹಸ್ವಾಮಿ ದೇವಾಲಯದಲ್ಲಿ ನರಸಿಂಹ ಜಯಂತಿ ಅಂಗವಾಗಿ ವಿಶೇಷ ಪೂಜೆ ನೆರವೇರಿಸಲಾಯಿತು. ಶ್ರೀ ಭಾಷ್ಯಂ ಸ್ವಾಮೀಜಿ ಅವರ ನೇತೃತ್ವದಲ್ಲಿ ಭಕ್ತರಿಗೆ ಪ್ರಸಾದ ವಿನಿಯೋಗ ಮಾಡಲಾಯಿತು. (58, 606, 284, 632)
panchanga-line-1: 13.06.2025 ಶುಕ್ರವಾರ, ಮಳೆ ನಕ್ಷತ್ರ: ಮೃಗಶಿರ, 08.06.2025 ರಿಂದ 21.06.2025 (327, 1022, 559, 1030)
